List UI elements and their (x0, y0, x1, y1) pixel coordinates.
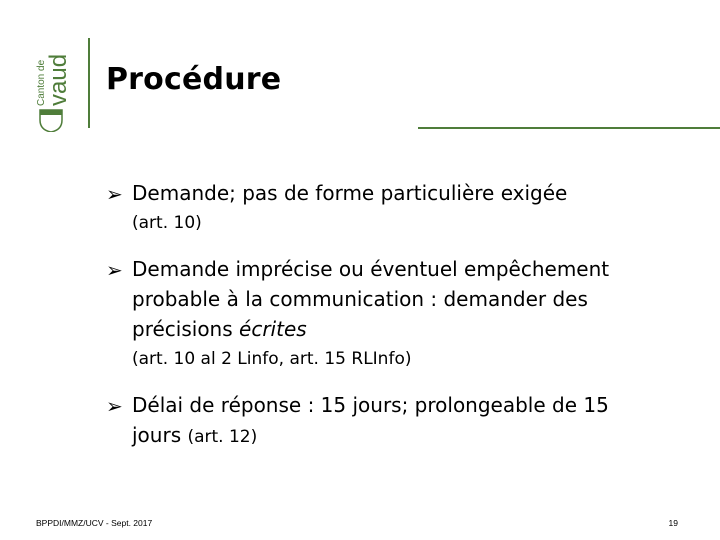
bullet-text: Demande; pas de forme particulière exigée (132, 181, 568, 205)
bullet-text: jours (132, 423, 188, 447)
bullet-reference: (art. 10) (132, 213, 202, 233)
bullet-reference: (art. 12) (187, 427, 258, 447)
page-number: 19 (668, 518, 678, 528)
bullet-list (106, 178, 706, 468)
title-underline (418, 127, 720, 129)
bullet-reference: (art. 10 al 2 Linfo, art. 15 RLInfo) (132, 349, 412, 369)
bullet-text-ending (132, 314, 706, 344)
bullet-text: Demande imprécise ou éventuel empêchement (132, 257, 610, 281)
arrow-bullet-icon: ➢ (106, 394, 123, 418)
canton-vaud-logo (32, 36, 72, 132)
footer-text: BPPDI/MMZ/UCV - Sept. 2017 (36, 518, 153, 528)
header-vertical-divider (88, 38, 90, 128)
bullet-text: probable à la communication : demander des (132, 287, 588, 311)
bullet-text: précisions (132, 317, 240, 341)
emphasis-text: écrites (239, 317, 307, 341)
bullet-text: Délai de réponse : 15 jours; prolongeable de 15 (132, 393, 609, 417)
logo-text-small: Canton de (36, 59, 47, 106)
arrow-bullet-icon: ➢ (106, 182, 123, 206)
bullet-text-ending (132, 420, 706, 452)
bullet-item (106, 390, 706, 452)
page-title: Procédure (106, 62, 282, 97)
bullet-item (106, 254, 706, 374)
arrow-bullet-icon: ➢ (106, 258, 123, 282)
bullet-item (106, 178, 706, 238)
logo-text-large: vaud (45, 53, 72, 106)
